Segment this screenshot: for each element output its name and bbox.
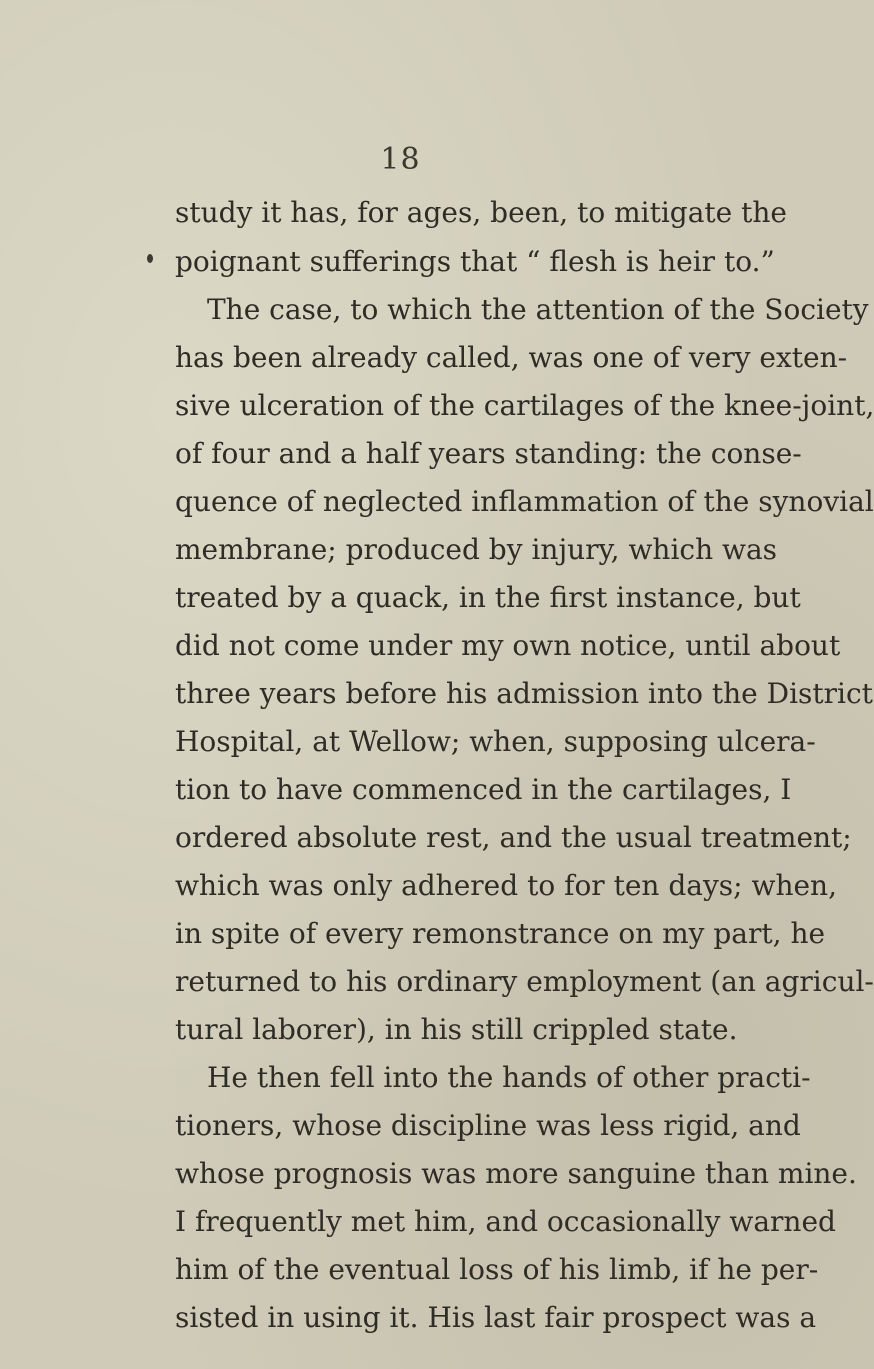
text-line: tural laborer), in his still crippled state. (175, 1013, 738, 1046)
text-line: poignant sufferings that “ flesh is heir to.” (175, 245, 775, 278)
text-line: treated by a quack, in the first instance, but (175, 581, 801, 614)
text-line: sisted in using it. His last fair prospect was a (175, 1301, 817, 1334)
text-line: has been already called, was one of very exten- (175, 341, 848, 374)
text-line: of four and a half years standing: the conse- (175, 437, 802, 470)
text-line: sive ulceration of the cartilages of the knee-joint, (175, 389, 874, 422)
text-line: tion to have commenced in the cartilages, I (175, 773, 792, 806)
text-line: tioners, whose discipline was less rigid, and (175, 1109, 801, 1142)
text-line: three years before his admission into the District (175, 677, 873, 710)
text-line: in spite of every remonstrance on my part, he (175, 917, 826, 950)
text-line: whose prognosis was more sanguine than mine. (175, 1157, 857, 1190)
text-line: returned to his ordinary employment (an agricul- (175, 965, 874, 998)
text-line: study it has, for ages, been, to mitigate the (175, 196, 787, 229)
text-line: which was only adhered to for ten days; when, (175, 869, 837, 902)
text-line: membrane; produced by injury, which was (175, 533, 778, 566)
text-line: He then fell into the hands of other practi- (207, 1061, 811, 1094)
page-number: 18 (380, 142, 421, 177)
text-line: ordered absolute rest, and the usual treatment; (175, 821, 852, 854)
text-line: him of the eventual loss of his limb, if he per- (175, 1253, 819, 1286)
text-line: The case, to which the attention of the Society (207, 293, 869, 326)
text-line: did not come under my own notice, until about (175, 629, 841, 662)
text-line: I frequently met him, and occasionally warned (175, 1205, 836, 1238)
text-line: Hospital, at Wellow; when, supposing ulcera- (175, 725, 816, 758)
ink-speck (147, 254, 153, 263)
text-line: quence of neglected inflammation of the synovial (175, 485, 874, 518)
